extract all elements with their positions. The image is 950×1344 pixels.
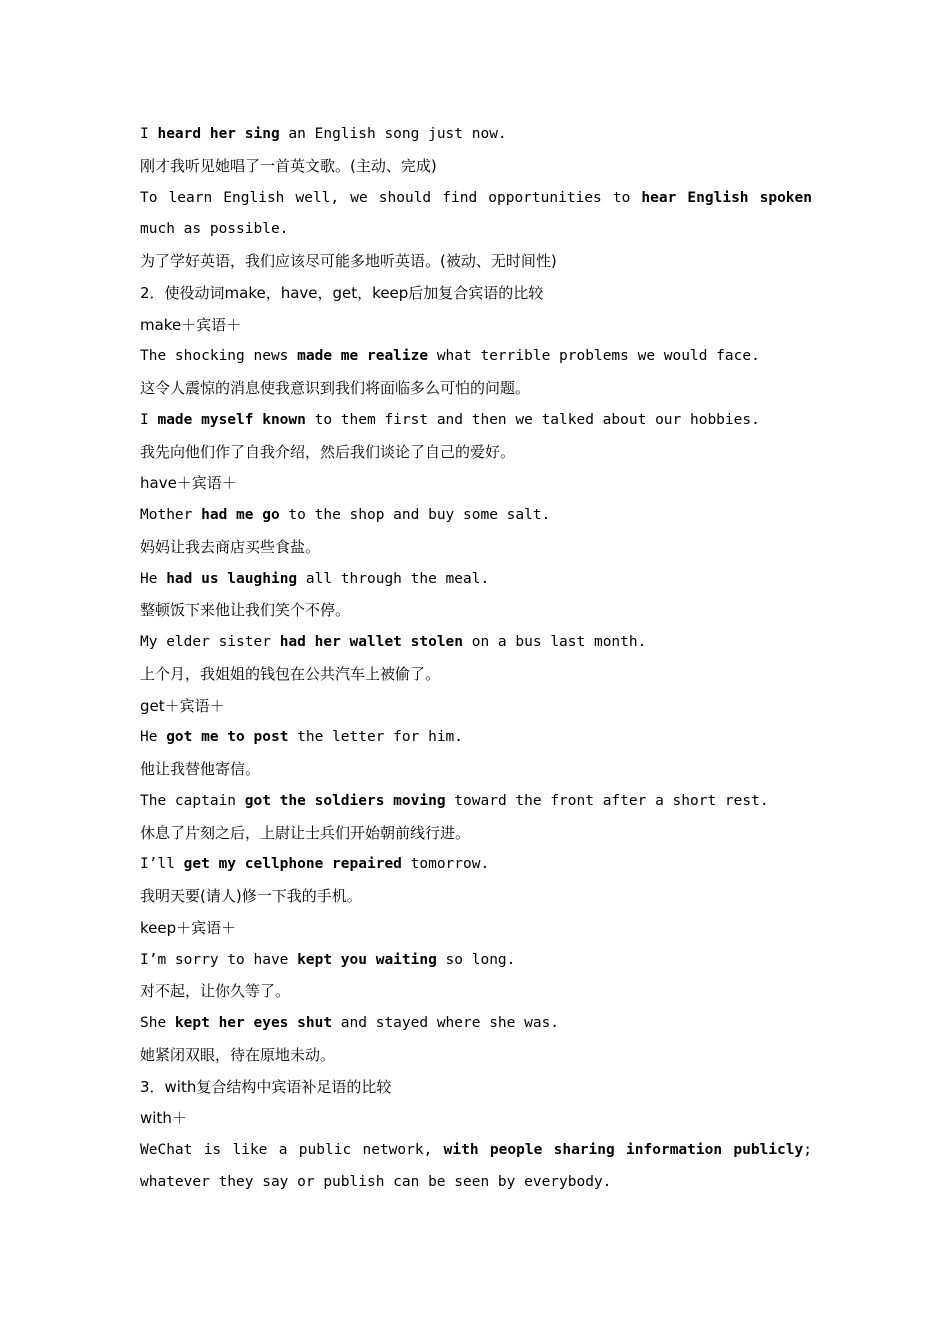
text-segment: have＋宾语＋ [140, 474, 237, 493]
text-segment: 3．with复合结构中宾语补足语的比较 [140, 1077, 392, 1096]
english-text-line [140, 627, 812, 659]
chinese-text-line [140, 1072, 812, 1104]
chinese-text-line [140, 373, 812, 405]
bold-phrase: with people sharing information publicly [443, 1142, 804, 1158]
text-segment: whatever they say or publish can be seen by everybody. [140, 1173, 612, 1190]
chinese-text-line [140, 310, 812, 342]
text-segment: much as possible. [140, 221, 289, 238]
chinese-text-line [140, 595, 812, 627]
text-segment: 她紧闭双眼，待在原地未动。 [140, 1045, 336, 1064]
english-text-line [140, 500, 812, 532]
bold-phrase: hear English spoken [641, 189, 812, 206]
bold-phrase: kept you waiting [297, 951, 437, 968]
text-segment: get＋宾语＋ [140, 696, 225, 715]
chinese-text-line [140, 246, 812, 278]
bold-phrase: made me realize [297, 348, 429, 365]
chinese-text-line [140, 278, 812, 310]
text-segment: so long. [436, 951, 516, 968]
bold-phrase: had her wallet stolen [279, 634, 464, 650]
english-text-line [140, 786, 812, 818]
text-segment: WeChat is like a public network, [140, 1142, 444, 1158]
text-segment: Mother [140, 507, 202, 523]
text-segment: the letter for him. [288, 729, 464, 746]
english-text-line [140, 341, 812, 373]
chinese-text-line [140, 818, 812, 850]
text-segment: My elder sister [140, 634, 280, 650]
bold-phrase: had me go [201, 507, 280, 523]
text-segment: and stayed where she was. [332, 1015, 560, 1031]
text-segment: To learn English well, we should find opportunities to [140, 189, 642, 206]
english-text-line [140, 119, 812, 151]
chinese-text-line [140, 532, 812, 564]
chinese-text-line [140, 754, 812, 786]
text-segment: 休息了片刻之后，上尉让士兵们开始朝前线行进。 [140, 823, 471, 842]
chinese-text-line [140, 437, 812, 469]
text-segment: with＋ [140, 1109, 187, 1128]
text-segment: 对不起，让你久等了。 [140, 982, 291, 1001]
text-segment: The shocking news [140, 348, 298, 365]
english-text-line [140, 1167, 812, 1199]
english-text-line [140, 1008, 812, 1040]
text-segment: an English song just now. [279, 126, 507, 142]
chinese-text-line [140, 976, 812, 1008]
bold-phrase: heard her sing [157, 126, 280, 142]
english-text-line [140, 945, 812, 977]
text-segment: 妈妈让我去商店买些食盐。 [140, 537, 321, 556]
text-segment: to the shop and buy some salt. [279, 507, 551, 523]
text-segment: 2．使役动词make，have，get，keep后加复合宾语的比较 [140, 283, 544, 302]
chinese-text-line [140, 468, 812, 500]
text-segment: 我明天要(请人)修一下我的手机。 [140, 887, 362, 905]
text-segment: make＋宾语＋ [140, 315, 242, 334]
english-text-line [140, 1135, 812, 1167]
chinese-text-line [140, 691, 812, 723]
chinese-text-line [140, 1040, 812, 1072]
english-text-line [140, 183, 812, 215]
text-segment: tomorrow. [401, 856, 490, 873]
text-segment: ; [803, 1142, 812, 1158]
bold-phrase: kept her eyes shut [174, 1015, 333, 1031]
text-segment: I’ll [140, 856, 184, 873]
text-segment: to them first and then we talked about our hobbies. [305, 411, 760, 428]
bold-phrase: get my cellphone repaired [183, 856, 402, 873]
english-text-line [140, 214, 812, 246]
english-text-line [140, 722, 812, 754]
text-segment: 上个月，我姐姐的钱包在公共汽车上被偷了。 [140, 664, 441, 683]
english-text-line [140, 405, 812, 437]
text-segment: keep＋宾语＋ [140, 918, 237, 937]
text-segment: what terrible problems we would face. [428, 348, 760, 365]
chinese-text-line [140, 151, 812, 183]
text-segment: He [140, 729, 167, 746]
chinese-text-line [140, 913, 812, 945]
document-page [140, 119, 812, 1199]
text-segment: all through the meal. [297, 570, 490, 587]
text-segment: 刚才我听见她唱了一首英文歌。(主动、完成) [140, 156, 437, 175]
text-segment: 为了学好英语，我们应该尽可能多地听英语。(被动、无时间性) [140, 252, 557, 270]
chinese-text-line [140, 881, 812, 913]
text-segment: toward the front after a short rest. [445, 792, 769, 809]
chinese-text-line [140, 1103, 812, 1135]
chinese-text-line [140, 659, 812, 691]
english-text-line [140, 564, 812, 596]
english-text-line [140, 849, 812, 881]
bold-phrase: made myself known [157, 411, 306, 428]
text-segment: 我先向他们作了自我介绍，然后我们谈论了自己的爱好。 [140, 442, 516, 461]
text-segment: 这令人震惊的消息使我意识到我们将面临多么可怕的问题。 [140, 379, 531, 397]
bold-phrase: got me to post [166, 729, 289, 746]
text-segment: I [140, 126, 158, 142]
text-segment: 整顿饭下来他让我们笑个不停。 [140, 601, 351, 620]
text-segment: I’m sorry to have [140, 951, 298, 968]
bold-phrase: had us laughing [166, 570, 298, 587]
text-segment: He [140, 570, 167, 587]
text-segment: I [140, 411, 158, 428]
bold-phrase: got the soldiers moving [244, 792, 446, 809]
text-segment: The captain [140, 792, 245, 809]
text-segment: on a bus last month. [463, 634, 647, 650]
text-segment: She [140, 1015, 175, 1031]
text-segment: 他让我替他寄信。 [140, 760, 261, 778]
